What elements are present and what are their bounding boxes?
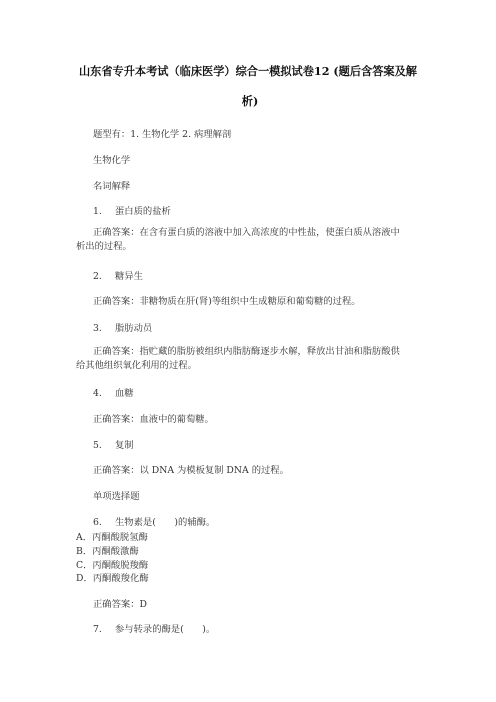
answer-5: 正确答案：以 DNA 为模板复制 DNA 的过程。 (93, 465, 289, 476)
question-text: 脂肪动员 (115, 323, 153, 334)
document-title-line2: 析) (241, 94, 259, 108)
question-number: 7. (93, 624, 102, 635)
question-number: 5. (93, 440, 102, 451)
subsection-multiple-choice: 单项选择题 (93, 491, 140, 502)
document-title-line1: 山东省专升本考试（临床医学）综合一模拟试卷12 (题后含答案及解 (78, 64, 417, 78)
option-c: C．丙酮酸脱羧酶 (76, 560, 149, 571)
answer-6: 正确答案：D (93, 599, 147, 610)
answer-line-cont: 给其他组织氧化利用的过程。 (76, 360, 197, 371)
subsection-terms: 名词解释 (93, 181, 131, 192)
question-text: 复制 (115, 440, 134, 451)
question-types: 题型有：1. 生物化学 2. 病理解剖 (93, 129, 232, 140)
question-text: 糖异生 (115, 271, 143, 282)
answer-1 (76, 226, 423, 254)
question-number: 1. (93, 206, 102, 217)
question-4 (93, 385, 134, 399)
answer-2: 正确答案：非糖物质在肝(肾)等组织中生成糖原和葡萄糖的过程。 (93, 296, 361, 307)
question-text: 蛋白质的盐析 (115, 206, 171, 217)
answer-4: 正确答案：血液中的葡萄糖。 (93, 414, 214, 425)
answer-line-cont: 析出的过程。 (76, 241, 132, 252)
question-number: 4. (93, 388, 102, 399)
section-heading: 生物化学 (93, 155, 131, 166)
option-a: A．丙酮酸脱氢酶 (76, 532, 148, 543)
question-number: 3. (93, 323, 102, 334)
question-1 (93, 203, 171, 217)
option-d: D．丙酮酸羧化酶 (76, 573, 149, 584)
question-text: 生物素是( )的辅酶。 (115, 517, 216, 528)
question-6 (93, 514, 215, 528)
question-5 (93, 437, 134, 451)
question-text: 血糖 (115, 388, 134, 399)
answer-line: 正确答案：在含有蛋白质的溶液中加入高浓度的中性盐，使蛋白质从溶液中 (93, 227, 400, 238)
option-b: B．丙酮酸激酶 (76, 546, 139, 557)
question-number: 2. (93, 271, 102, 282)
question-7 (93, 621, 215, 635)
question-text: 参与转录的酶是( )。 (115, 624, 216, 635)
question-2 (93, 268, 143, 282)
question-3 (93, 320, 152, 334)
answer-line: 正确答案：指贮藏的脂肪被组织内脂肪酶逐步水解，释放出甘油和脂肪酸供 (93, 346, 400, 357)
question-number: 6. (93, 517, 102, 528)
answer-3 (76, 345, 423, 373)
